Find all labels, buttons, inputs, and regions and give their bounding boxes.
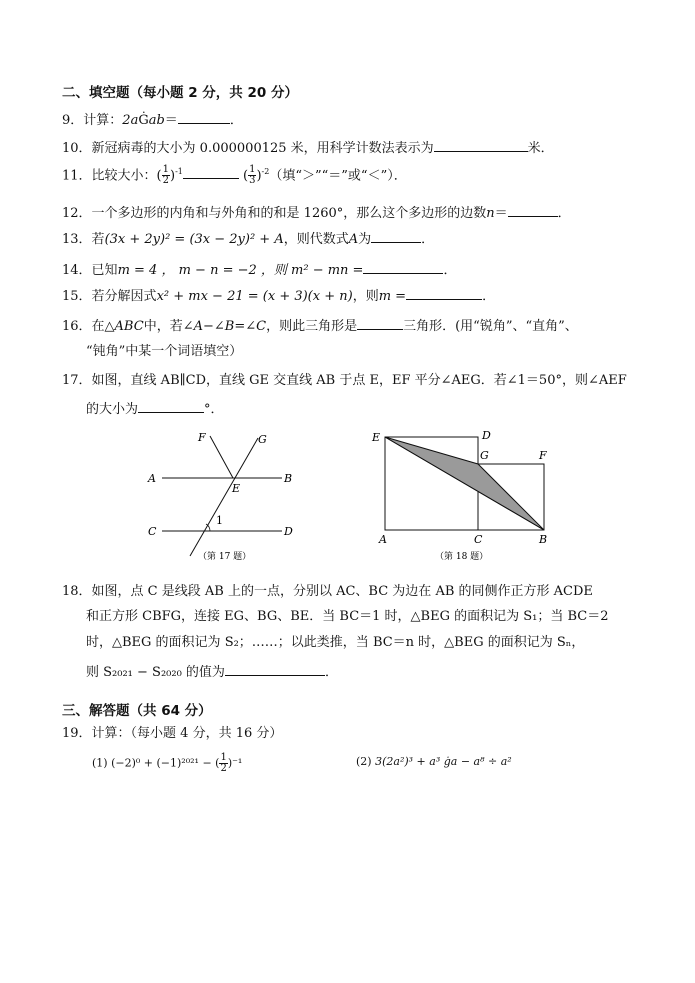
answer-blank[interactable]: [138, 400, 204, 413]
label-c: C: [474, 533, 483, 546]
label-angle-1: 1: [216, 514, 223, 527]
fraction: $\frac{1}{2}$: [162, 164, 169, 187]
question-19-part-2: (2) 3(2a²)³ + a³ ġa − a⁸ ÷ a²: [356, 755, 512, 768]
question-10: 10．新冠病毒的大小为 0.000000125 米，用科学计数法表示为 米．: [62, 141, 554, 156]
figure-18: [365, 425, 555, 570]
question-11: 11．比较大小：( $\frac{1}{2}$ )$^{-1}$ ( $\frac{1}{3}$ )$^{-2}$（填“＞”“＝”或“＜”）．: [62, 164, 407, 187]
answer-blank[interactable]: [406, 287, 482, 300]
question-13: 13．若(3x + 2y)² = (3x − 2y)² + A，则代数式A为 ．: [62, 232, 435, 247]
fraction: $\frac{1}{2}$: [220, 752, 227, 774]
question-18-line-3: 时，△BEG 的面积记为 S₂；……；以此类推，当 BC＝n 时，△BEG 的面积记为 Sₙ，: [86, 635, 585, 650]
question-16-line-1: 16．在△ABC中，若∠A−∠B=∠C，则此三角形是 三角形．(用“锐角”、“直角”、: [62, 319, 578, 334]
label-b: B: [539, 533, 548, 546]
answer-blank[interactable]: [508, 204, 558, 217]
label-g: G: [258, 433, 267, 446]
segment-eb: [385, 437, 544, 530]
question-16-line-2: “钝角”中某一个词语填空）: [86, 344, 243, 359]
label-d: D: [482, 429, 491, 442]
answer-blank[interactable]: [178, 111, 230, 124]
label-e: E: [372, 431, 381, 444]
line-ge: [190, 438, 258, 556]
label-c: C: [148, 525, 157, 538]
answer-blank[interactable]: [183, 166, 239, 179]
label-f: F: [539, 449, 547, 462]
figure-17: [140, 428, 310, 568]
label-d: D: [284, 525, 293, 538]
section-3-title: 三、解答题（共 64 分）: [62, 703, 212, 719]
answer-blank[interactable]: [225, 663, 325, 676]
label-g: G: [480, 449, 489, 462]
answer-blank[interactable]: [371, 230, 421, 243]
question-15: 15．若分解因式x² + mx − 21 = (x + 3)(x + n)，则m = ．: [62, 289, 496, 304]
answer-blank[interactable]: [363, 261, 443, 274]
question-18-line-4: 则 S₂₀₂₁ − S₂₀₂₀ 的值为 ．: [86, 665, 338, 680]
caption-17: （第 17 题）: [198, 552, 252, 562]
question-18-line-1: 18．如图，点 C 是线段 AB 上的一点，分别以 AC、BC 为边在 AB 的同侧作正方形 ACDE: [62, 584, 593, 599]
label-a: A: [148, 472, 156, 485]
question-17-line-2: 的大小为 °．: [86, 402, 224, 417]
caption-18: （第 18 题）: [435, 552, 489, 562]
label-b: B: [284, 472, 293, 485]
answer-blank[interactable]: [434, 139, 528, 152]
label-e: E: [232, 482, 241, 495]
answer-blank[interactable]: [357, 317, 403, 330]
fraction: $\frac{1}{3}$: [249, 164, 256, 187]
question-19-part-1: (1) (−2)⁰ + (−1)²⁰²¹ − ( $\frac{1}{2}$ )⁻¹: [92, 752, 243, 774]
label-a: A: [379, 533, 387, 546]
ray-ef: [210, 436, 233, 478]
question-17-line-1: 17．如图，直线 AB∥CD，直线 GE 交直线 AB 于点 E，EF 平分∠AEG．若∠1＝50°，则∠AEF: [62, 373, 627, 388]
question-18-line-2: 和正方形 CBFG，连接 EG、BG、BE．当 BC＝1 时，△BEG 的面积记为 S₁；当 BC＝2: [86, 609, 609, 624]
section-2-title: 二、填空题（每小题 2 分，共 20 分）: [62, 85, 298, 101]
question-12: 12．一个多边形的内角和与外角和的和是 1260°，那么这个多边形的边数n＝ ．: [62, 206, 571, 221]
question-9: 9．计算：2aĠab＝ ．: [62, 113, 243, 128]
question-14: 14．已知m = 4 ， m − n = −2 ，则 m² − mn = ．: [62, 263, 457, 278]
question-19: 19．计算：（每小题 4 分，共 16 分）: [62, 726, 283, 741]
label-f: F: [198, 431, 206, 444]
